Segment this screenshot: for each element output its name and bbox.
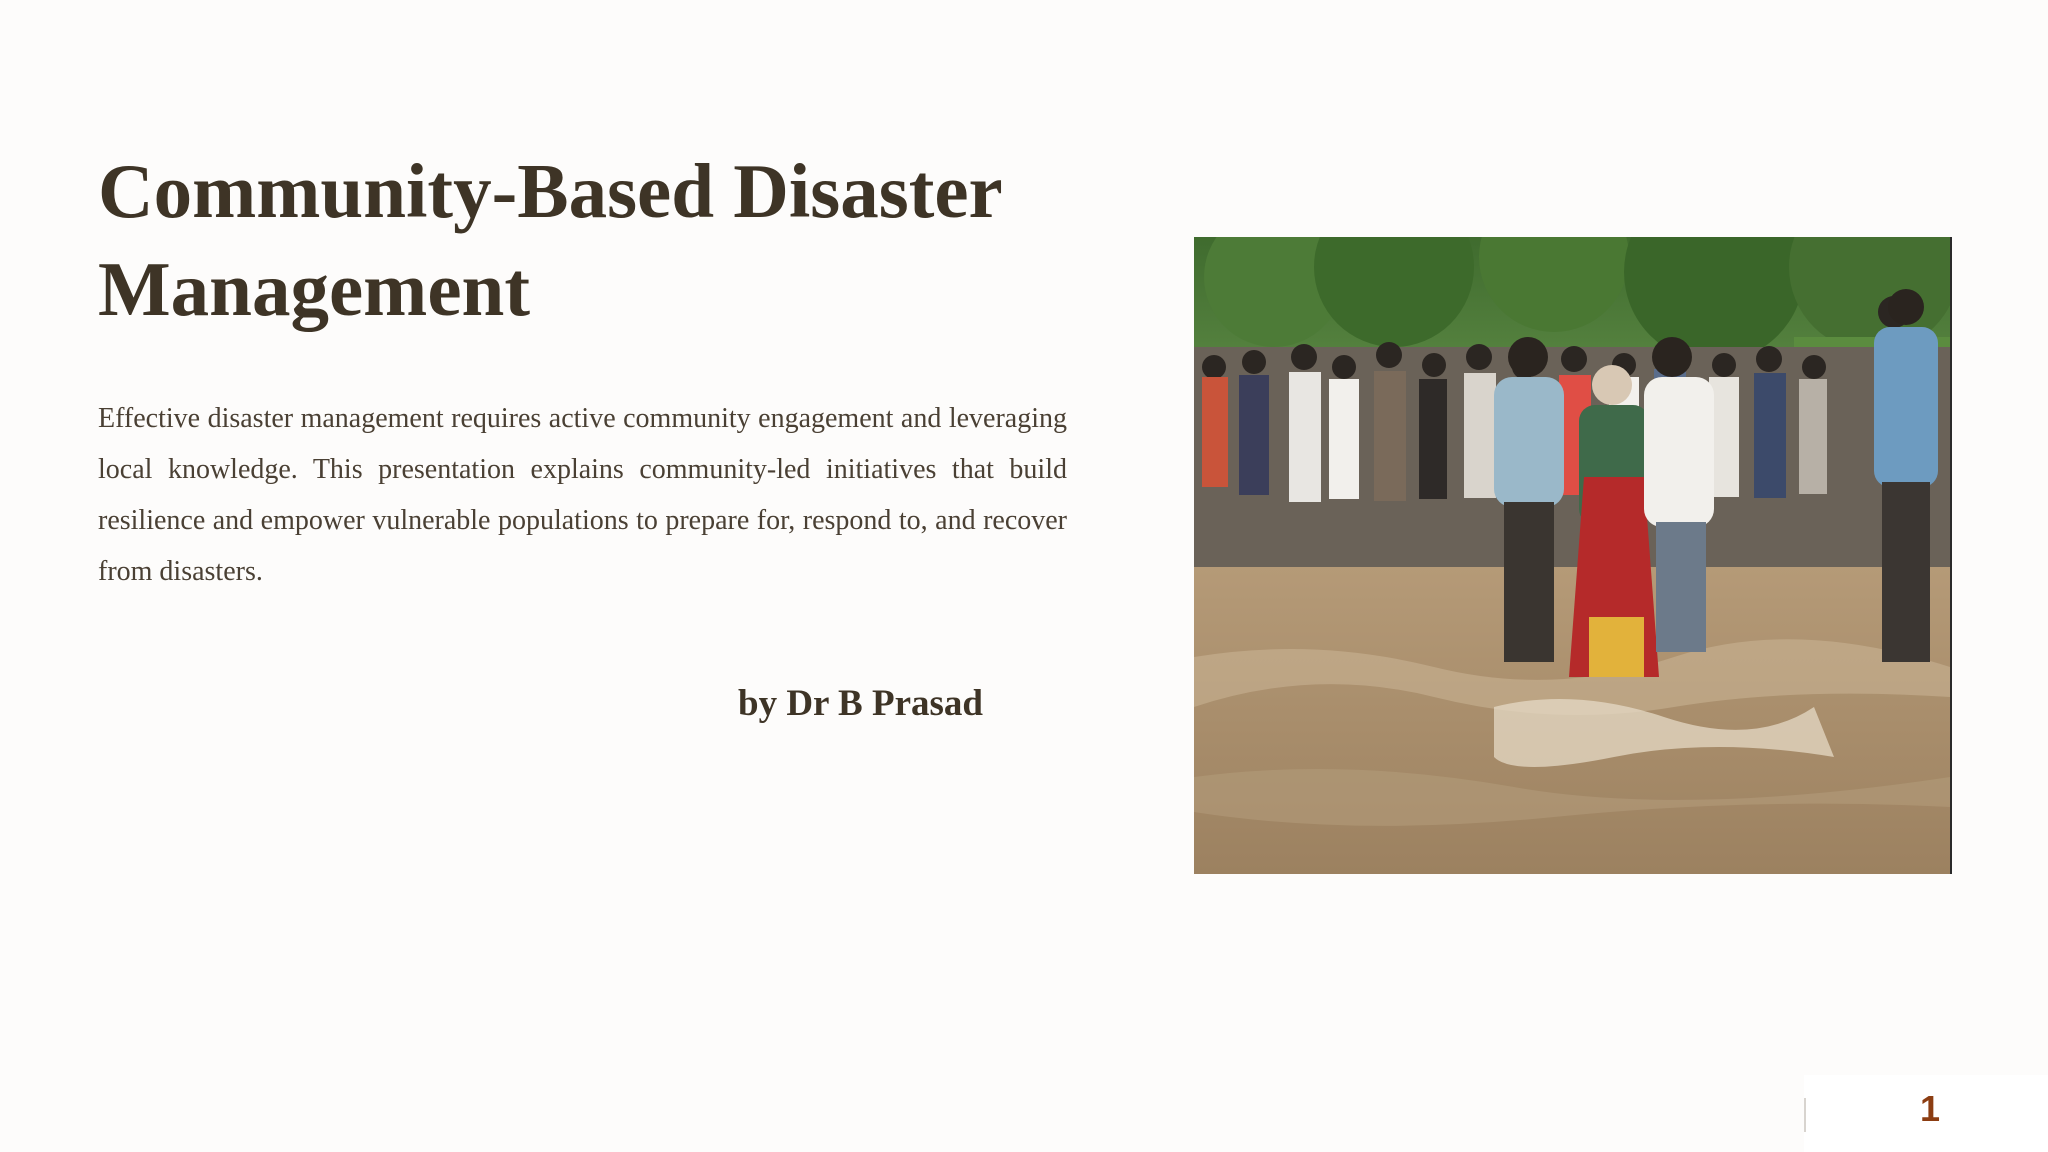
slide-title: Community-Based Disaster Management: [98, 148, 1002, 332]
page-number-divider: [1804, 1098, 1806, 1132]
slide-body-text: Effective disaster management requires active community engagement and leveraging local knowledge. This presentation explains community-led initiatives that build resilience and empower vulnerable populations to prepare for, respond to, and recover from disasters.: [98, 403, 1067, 587]
page-number: 1: [1919, 1088, 1941, 1129]
flood-rescue-photo: [1194, 237, 1952, 874]
author-line: by Dr B Prasad: [738, 683, 983, 724]
